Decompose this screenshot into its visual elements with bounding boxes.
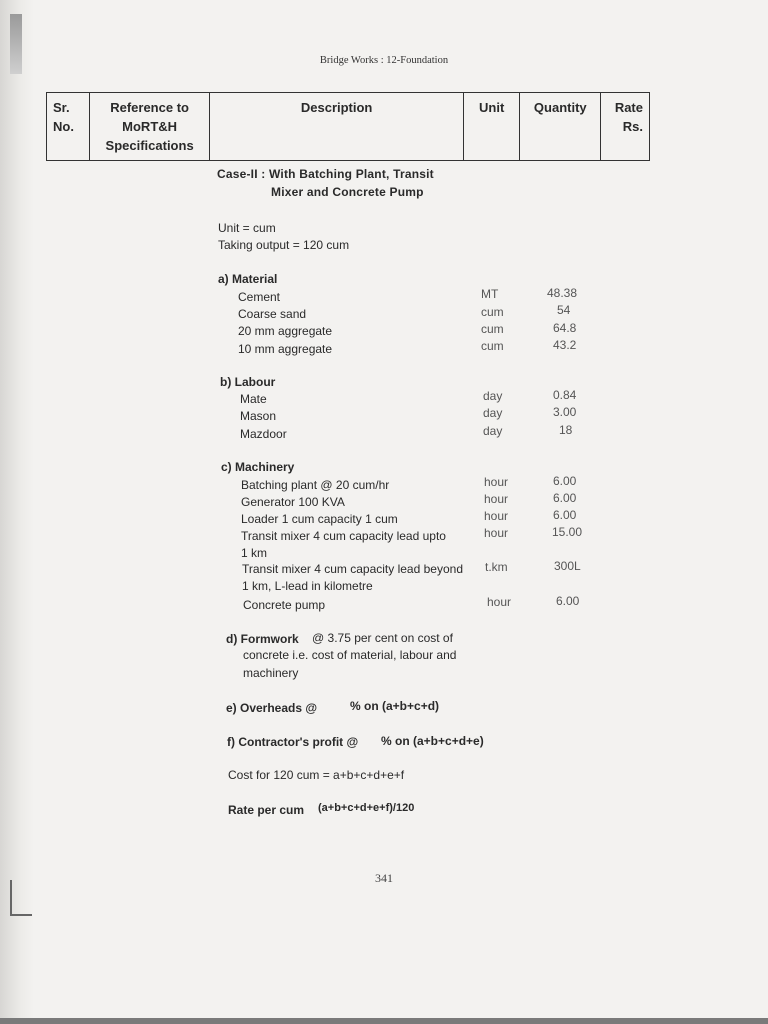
col-ref-line2: MoRT&H (122, 119, 178, 134)
case-title-line1: Case-II : With Batching Plant, Transit (217, 167, 434, 181)
col-rate-line2: Rs. (622, 119, 643, 134)
machinery-item-name: Loader 1 cum capacity 1 cum (241, 512, 398, 526)
unit-line: Unit = cum (218, 221, 276, 235)
machinery-item-unit: hour (484, 526, 509, 540)
labour-heading: b) Labour (220, 375, 276, 389)
material-item-name: 10 mm aggregate (238, 342, 333, 356)
material-item-unit: MT (481, 287, 499, 301)
profit-formula: % on (a+b+c+d+e) (381, 734, 484, 748)
machinery-item-qty: 6.00 (553, 491, 577, 505)
machinery-item-qty: 6.00 (553, 474, 577, 488)
labour-item-qty: 3.00 (553, 405, 577, 419)
material-item-qty: 48.38 (547, 286, 578, 300)
machinery-item-unit: hour (484, 475, 509, 489)
col-quantity: Quantity (520, 93, 601, 161)
machinery-item-unit: hour (484, 492, 509, 506)
machinery-item-name-cont: 1 km (241, 546, 268, 560)
labour-item-qty: 18 (559, 423, 573, 437)
material-item-qty: 43.2 (553, 338, 577, 352)
rate-line-label: Rate per cum (228, 803, 305, 817)
material-item-unit: cum (481, 322, 504, 336)
overheads-formula: % on (a+b+c+d) (350, 699, 440, 713)
material-heading: a) Material (218, 272, 278, 286)
labour-item-qty: 0.84 (553, 388, 577, 402)
machinery-item-name-cont: 1 km, L-lead in kilometre (242, 579, 373, 593)
material-item-name: 20 mm aggregate (238, 324, 333, 338)
labour-item-unit: day (483, 389, 503, 403)
machinery-heading: c) Machinery (221, 460, 295, 474)
rate-line-formula: (a+b+c+d+e+f)/120 (318, 802, 415, 814)
material-item-unit: cum (481, 305, 504, 319)
output-line: Taking output = 120 cum (218, 238, 350, 252)
col-rate-line1: Rate (614, 100, 643, 115)
labour-item-name: Mate (240, 392, 267, 406)
formwork-label: d) Formwork (226, 632, 299, 646)
machinery-item-name: Transit mixer 4 cum capacity lead upto (241, 529, 446, 543)
labour-item-name: Mason (240, 409, 277, 423)
machinery-item-qty: 15.00 (552, 525, 583, 539)
cost-line: Cost for 120 cum = a+b+c+d+e+f (228, 768, 405, 782)
col-sr-line1: Sr. (53, 100, 70, 115)
labour-item-name: Mazdoor (240, 427, 287, 441)
col-description: Description (210, 93, 463, 161)
material-item-name: Cement (238, 290, 281, 304)
material-item-name: Coarse sand (238, 307, 307, 321)
formwork-line1: @ 3.75 per cent on cost of (312, 631, 453, 645)
running-head: Bridge Works : 12-Foundation (319, 55, 449, 66)
col-ref-line3: Specifications (105, 138, 194, 153)
col-ref-line1: Reference to (110, 100, 189, 115)
material-item-qty: 64.8 (553, 321, 577, 335)
machinery-item-name: Generator 100 KVA (241, 495, 345, 509)
formwork-line2: concrete i.e. cost of material, labour and (243, 648, 457, 662)
machinery-item-qty: 300L (554, 559, 581, 573)
case-title-line2: Mixer and Concrete Pump (271, 185, 424, 199)
col-unit: Unit (463, 93, 520, 161)
machinery-item-unit: t.km (485, 560, 508, 574)
formwork-line3: machinery (243, 666, 299, 680)
machinery-item-unit: hour (484, 509, 509, 523)
overheads-label: e) Overheads @ (226, 701, 318, 715)
page-number: 341 (375, 871, 393, 885)
machinery-item-unit: hour (487, 595, 512, 609)
machinery-item-name: Transit mixer 4 cum capacity lead beyond (242, 562, 463, 576)
material-item-qty: 54 (557, 303, 571, 317)
material-item-unit: cum (481, 339, 504, 353)
machinery-item-qty: 6.00 (556, 594, 580, 608)
labour-item-unit: day (483, 424, 503, 438)
machinery-item-name: Batching plant @ 20 cum/hr (241, 478, 390, 492)
machinery-item-name: Concrete pump (243, 598, 326, 612)
profit-label: f) Contractor's profit @ (227, 735, 359, 749)
machinery-item-qty: 6.00 (553, 508, 577, 522)
col-sr-line2: No. (53, 119, 74, 134)
labour-item-unit: day (483, 406, 503, 420)
